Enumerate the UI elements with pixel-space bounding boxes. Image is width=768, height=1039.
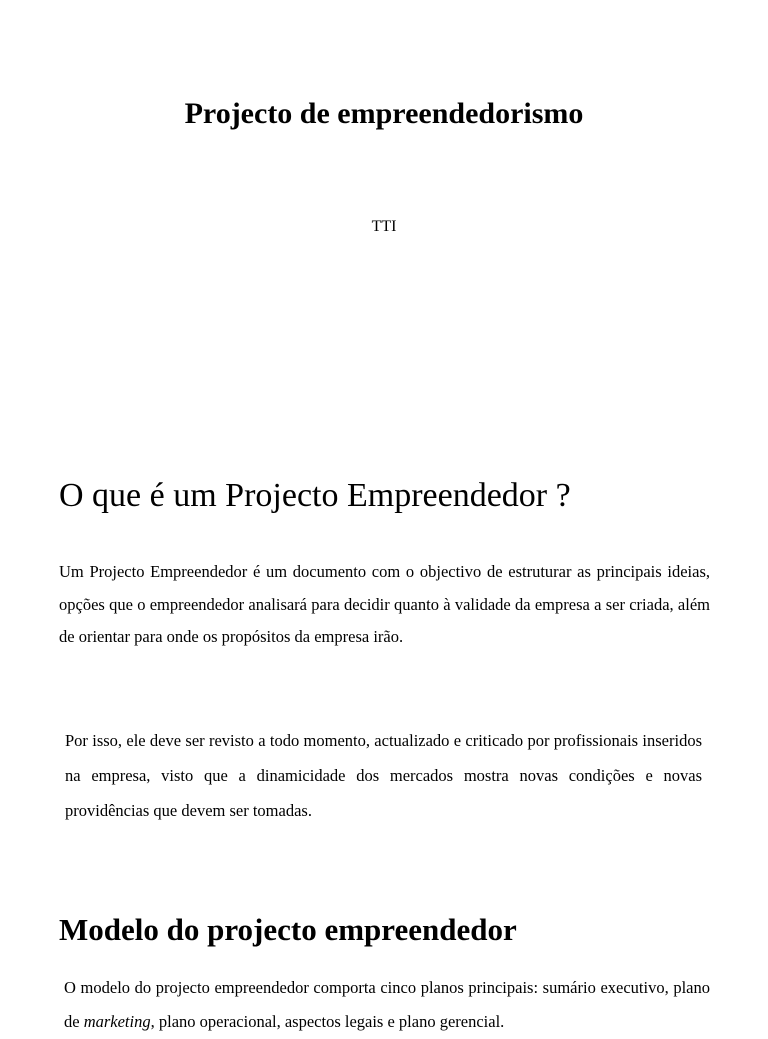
paragraph-revision: Por isso, ele deve ser revisto a todo momento, actualizado e criticado por profissionais inseridos na empresa, visto que a dinamicidade dos mercados mostra novas condições e novas providências que devem ser tomadas. [65, 731, 702, 820]
document-title: Projecto de empreendedorismo [184, 97, 584, 130]
section-heading-what-is: O que é um Projecto Empreendedor ? [59, 477, 571, 514]
paragraph-definition: Um Projecto Empreendedor é um documento com o objectivo de estruturar as principais ideias, opções que o empreendedor analisará para decidir quanto à validade da empresa a ser criada, além de orientar para onde os propósitos da empresa irão. [59, 562, 710, 646]
paragraph-model-text-end: , plano operacional, aspectos legais e plano gerencial. [150, 1012, 505, 1031]
paragraph-model-italic-term: marketing [83, 1012, 151, 1031]
paragraph-model [64, 971, 710, 1039]
paragraph-model-text-start: O modelo do projecto empreendedor comporta cinco planos principais: sumário executivo, plano de [64, 978, 710, 1031]
section-heading-model: Modelo do projecto empreendedor [59, 912, 517, 947]
document-subtitle: TTI [371, 218, 397, 235]
